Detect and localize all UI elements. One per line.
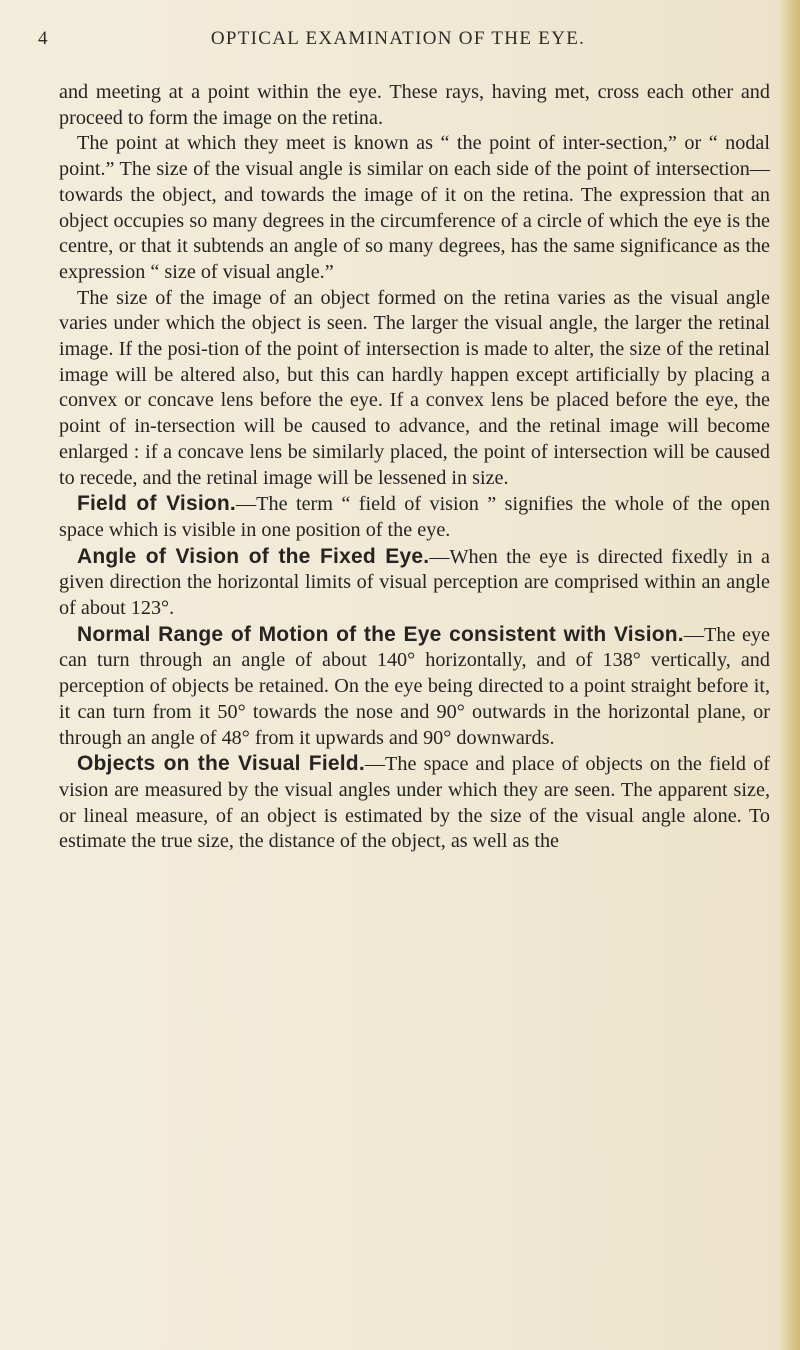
section-heading: Normal Range of Motion of the Eye consistent with Vision.: [77, 622, 684, 646]
paragraph: [59, 286, 770, 492]
running-head: OPTICAL EXAMINATION OF THE EYE.: [210, 28, 586, 49]
paragraph-text: —The space and place of objects on the field of vision are measured by the visual angles under which they are seen. The apparent size, or lineal measure, of an object is estimated by the size of the visual angle alone. To estimate the true size, the distance of the object, as well as the: [59, 753, 770, 853]
paragraph-text: —When the eye is directed fixedly in a given direction the horizontal limits of visual perception are comprised within an angle of about 123°.: [59, 545, 770, 620]
page-number: 4: [38, 28, 49, 49]
section-heading: Field of Vision.: [77, 492, 236, 516]
paragraph-text: —The eye can turn through an angle of about 140° horizontally, and of 138° vertically, and perception of objects be retained. On the eye being directed to a point straight before it, it can turn from it 50° towards the nose and 90° outwards in the horizontal plane, or through an angle of 48° from it upwards and 90° downwards.: [59, 623, 770, 749]
paragraph: [59, 491, 770, 543]
section-heading: Objects on the Visual Field.: [77, 752, 365, 776]
page-edge: [778, 0, 800, 1350]
paragraph-text: The point at which they meet is known as “ the point of inter-section,” or “ nodal point.” The size of the visual angle is similar on each side of the point of intersection—towards the object, and towards the image of it on the retina. The expression that an object occupies so many degrees in the circumference of a circle of which the eye is the centre, or that it subtends an angle of so many degrees, has the same significance as the expression “ size of visual angle.”: [59, 132, 770, 283]
section-heading: Angle of Vision of the Fixed Eye.: [77, 544, 430, 568]
paragraph: [59, 131, 770, 285]
paragraph: [59, 80, 770, 131]
paragraph: [59, 751, 770, 855]
body-text: [59, 80, 770, 855]
paragraph: [59, 544, 770, 622]
paragraph-text: The size of the image of an object formed on the retina varies as the visual angle varies under which the object is seen. The larger the visual angle, the larger the retinal image. If the posi-tion of the point of intersection is made to alter, the size of the retinal image will be altered also, but this can hardly happen except artificially by placing a convex or concave lens before the eye. If a convex lens be placed before the eye, the point of in-tersection will be caused to advance, and the retinal image will become enlarged : if a concave lens be similarly placed, the point of intersection will be caused to recede, and the retinal image will be lessened in size.: [59, 286, 770, 489]
page-header: [38, 28, 758, 58]
paragraph: [59, 622, 770, 752]
paragraph-text: and meeting at a point within the eye. These rays, having met, cross each other and proceed to form the image on the retina.: [59, 81, 770, 129]
paragraph-text: —The term “ field of vision ” signifies the whole of the open space which is visible in one position of the eye.: [59, 493, 770, 541]
